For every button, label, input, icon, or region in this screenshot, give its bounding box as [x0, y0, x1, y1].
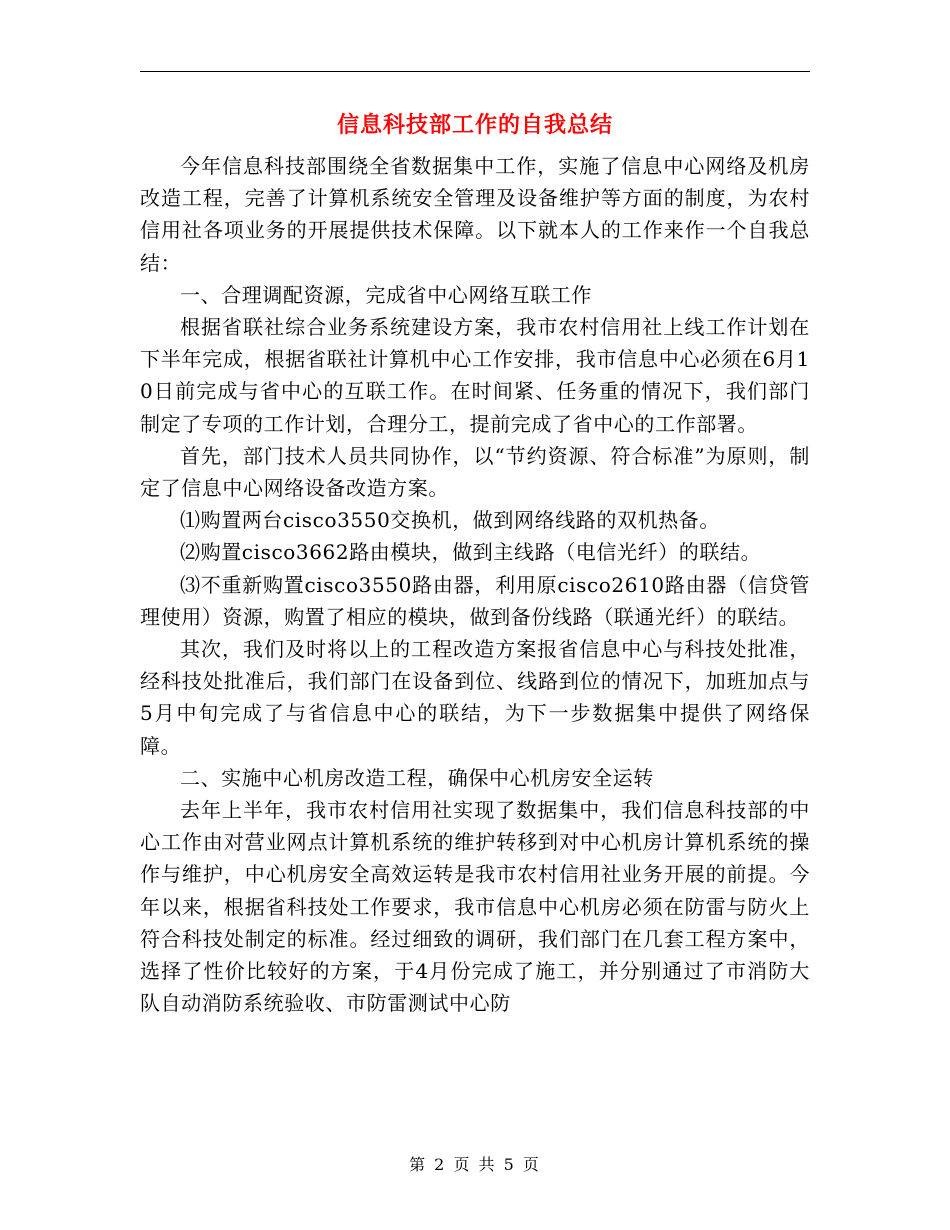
paragraph-intro: 今年信息科技部围绕全省数据集中工作，实施了信息中心网络及机房改造工程，完善了计算机系统安全管理及设备维护等方面的制度，为农村信用社各项业务的开展提供技术保障。以下就本人的工作来作一个自我总结：: [140, 154, 810, 275]
list-item: ⑶不重新购置cisco3550路由器，利用原cisco2610路由器（信贷管理使用）资源，购置了相应的模块，做到备份线路（联通光纤）的联结。: [140, 572, 810, 629]
paragraph: 首先，部门技术人员共同协作，以“节约资源、符合标准”为原则，制定了信息中心网络设备改造方案。: [140, 443, 810, 501]
document-body: [140, 150, 810, 1019]
list-item: ⑴购置两台cisco3550交换机，做到网络线路的双机热备。: [180, 508, 721, 533]
document-title: 信息科技部工作的自我总结: [336, 112, 613, 138]
paragraph: 根据省联社综合业务系统建设方案，我市农村信用社上线工作计划在下半年完成，根据省联社计算机中心工作安排，我市信息中心必须在6月10日前完成与省中心的互联工作。在时间紧、任务重的情况下，我们部门制定了专项的工作计划，合理分工，提前完成了省中心的工作部署。: [140, 315, 810, 436]
paragraph: 其次，我们及时将以上的工程改造方案报省信息中心与科技处批准，经科技处批准后，我们部门在设备到位、线路到位的情况下，加班加点与5月中旬完成了与省信息中心的联结，为下一步数据集中提供了网络保障。: [140, 637, 810, 758]
paragraph: 去年上半年，我市农村信用社实现了数据集中，我们信息科技部的中心工作由对营业网点计算机系统的维护转移到对中心机房计算机系统的操作与维护，中心机房安全高效运转是我市农村信用社业务开展的前提。今年以来，根据省科技处工作要求，我市信息中心机房必须在防雷与防火上符合科技处制定的标准。经过细致的调研，我们部门在几套工程方案中，选择了性价比较好的方案，于4月份完成了施工，并分别通过了市消防大队自动消防系统验收、市防雷测试中心防: [140, 798, 810, 1016]
section-heading-2: 二、实施中心机房改造工程，确保中心机房安全运转: [180, 765, 654, 790]
section-heading-1: 一、合理调配资源，完成省中心网络互联工作: [180, 282, 592, 307]
list-item: ⑵购置cisco3662路由模块，做到主线路（电信光纤）的联结。: [180, 540, 762, 565]
page-number: 第 2 页 共 5 页: [409, 1155, 541, 1174]
header-rule: [140, 71, 810, 72]
